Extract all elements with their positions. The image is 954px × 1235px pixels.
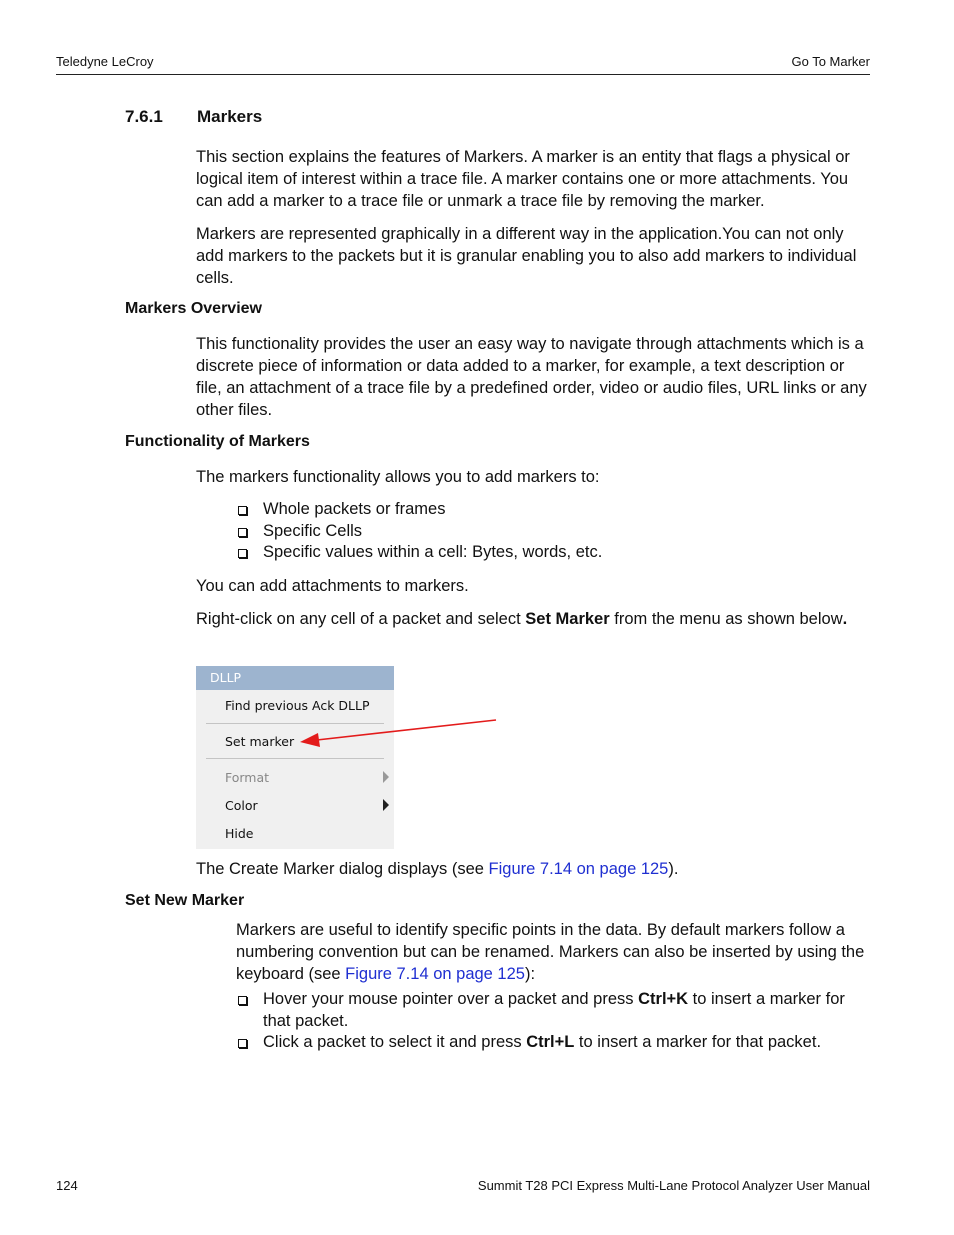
- checkbox-bullet-icon: [238, 996, 247, 1005]
- menu-separator: [206, 758, 384, 759]
- checkbox-bullet-icon: [238, 506, 247, 515]
- functionality-heading: Functionality of Markers: [125, 433, 310, 450]
- overview-paragraph: This functionality provides the user an easy way to navigate through attachments which is a discrete piece of information or data added to a marker, for example, a text description or file, an attachment of a trace file by a predefined order, video or audio files, URL links or any other files.: [196, 335, 867, 419]
- menu-item-hide[interactable]: Hide: [225, 826, 254, 841]
- shortcut-key: Ctrl+L: [526, 1033, 575, 1051]
- context-menu-figure: [196, 666, 394, 849]
- red-arrow-icon: [296, 714, 498, 748]
- section-number: 7.6.1: [125, 107, 163, 126]
- page-number: 124: [56, 1178, 78, 1193]
- figure-link[interactable]: Figure 7.14 on page 125: [488, 860, 669, 878]
- set-new-marker-paragraph: Markers are useful to identify specific points in the data. By default markers follow a numbering convention but can be renamed. Markers can also be inserted by using the keyboard (see Figure 7.14 on page 125):: [236, 921, 865, 983]
- set-marker-term: Set Marker: [525, 610, 610, 628]
- create-marker-paragraph: The Create Marker dialog displays (see Figure 7.14 on page 125).: [196, 860, 679, 878]
- checkbox-bullet-icon: [238, 1039, 247, 1048]
- functionality-lead: The markers functionality allows you to add markers to:: [196, 468, 600, 486]
- menu-item-find-previous-ack[interactable]: Find previous Ack DLLP: [225, 698, 370, 713]
- intro-paragraph: Markers are represented graphically in a different way in the application.You can not only add markers to the packets but it is granular enabling you to also add markers to individual cells.: [196, 225, 857, 287]
- header-right: Go To Marker: [791, 54, 870, 69]
- list-item: Whole packets or frames: [236, 499, 868, 521]
- checkbox-bullet-icon: [238, 549, 247, 558]
- shortcut-list: [236, 989, 870, 1054]
- menu-item-set-marker[interactable]: Set marker: [225, 734, 295, 749]
- section-title: Markers: [197, 107, 263, 126]
- intro-paragraph: This section explains the features of Markers. A marker is an entity that flags a physical or logical item of interest within a trace file. A marker contains one or more attachments. You can add a marker to a trace file or unmark a trace file by removing the marker.: [196, 148, 850, 210]
- submenu-arrow-icon: [383, 799, 389, 811]
- menu-item-format: Format: [225, 770, 270, 785]
- menu-title: DLLP: [196, 666, 394, 690]
- list-item: Hover your mouse pointer over a packet and press Ctrl+K to insert a marker for that packet.: [236, 989, 870, 1032]
- menu-item-color[interactable]: Color: [225, 798, 258, 813]
- footer-title: Summit T28 PCI Express Multi-Lane Protocol Analyzer User Manual: [477, 1178, 870, 1193]
- header-divider: [56, 74, 870, 75]
- header-left: Teledyne LeCroy: [56, 54, 154, 69]
- checkbox-bullet-icon: [238, 528, 247, 537]
- attachments-paragraph: You can add attachments to markers.: [196, 577, 469, 595]
- rightclick-paragraph: Right-click on any cell of a packet and select Set Marker from the menu as shown below.: [196, 610, 848, 628]
- shortcut-key: Ctrl+K: [638, 990, 689, 1008]
- figure-link[interactable]: Figure 7.14 on page 125: [345, 965, 525, 983]
- list-item: Click a packet to select it and press Ctrl+L to insert a marker for that packet.: [236, 1032, 870, 1054]
- submenu-arrow-icon: [383, 771, 389, 783]
- set-new-marker-heading: Set New Marker: [125, 892, 245, 909]
- functionality-list: [236, 499, 868, 564]
- list-item: Specific values within a cell: Bytes, words, etc.: [236, 542, 868, 564]
- list-item: Specific Cells: [236, 521, 868, 543]
- overview-heading: Markers Overview: [125, 300, 262, 317]
